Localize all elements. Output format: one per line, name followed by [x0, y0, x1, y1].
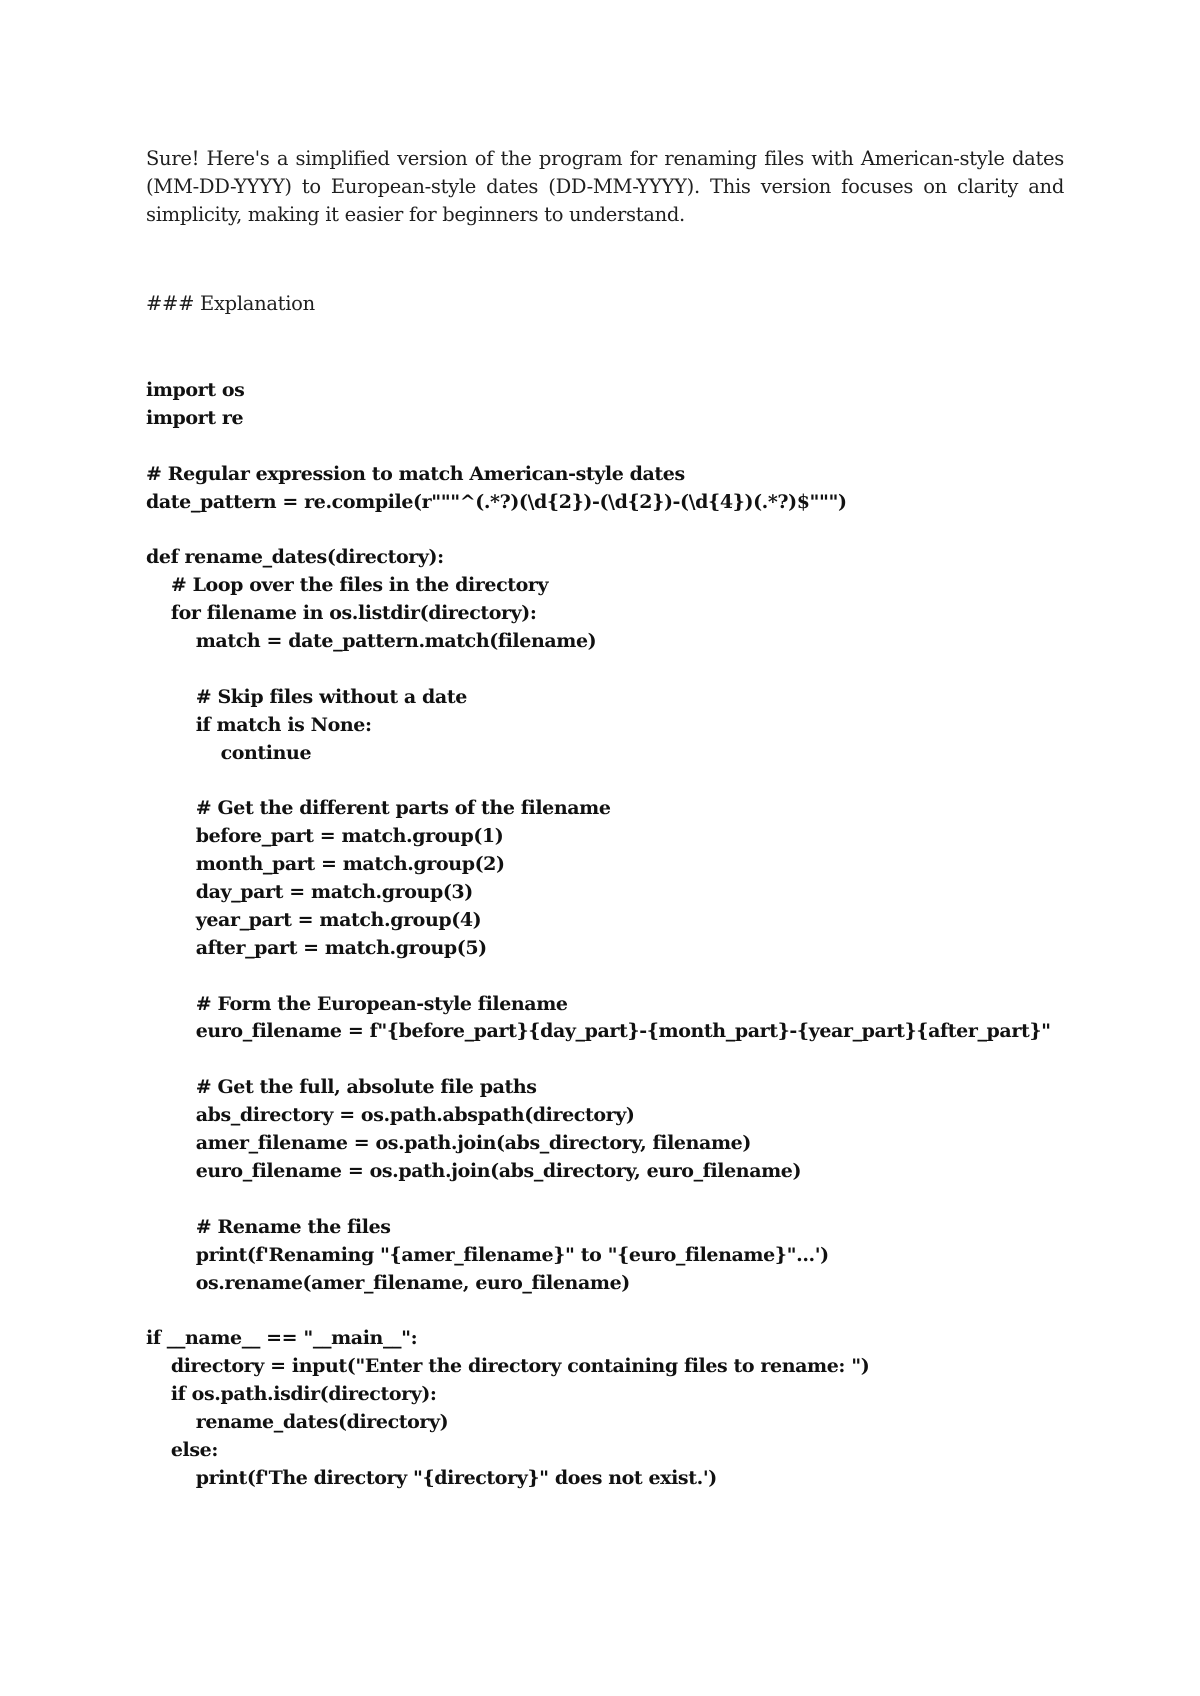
code-line: # Get the full, absolute file paths: [146, 1076, 537, 1099]
code-line: if __name__ == "__main__":: [146, 1327, 418, 1350]
code-line: print(f'The directory "{directory}" does not exist.'): [146, 1466, 717, 1489]
code-line: year_part = match.group(4): [146, 908, 482, 931]
code-line: [146, 516, 1146, 544]
code-line: match = date_pattern.match(filename): [146, 630, 597, 653]
code-line: directory = input("Enter the directory containing files to rename: "): [146, 1355, 870, 1378]
code-line: before_part = match.group(1): [146, 825, 504, 848]
code-line: import os: [146, 379, 245, 401]
code-line: # Form the European-style filename: [146, 992, 568, 1015]
code-line: # Skip files without a date: [146, 685, 467, 708]
code-line: # Regular expression to match American-style dates: [146, 462, 685, 485]
code-line: for filename in os.listdir(directory):: [146, 602, 537, 625]
code-line: [146, 433, 1146, 461]
code-line: [146, 656, 1146, 684]
code-line: euro_filename = os.path.join(abs_directory, euro_filename): [146, 1159, 802, 1182]
code-line: [146, 1046, 1146, 1074]
code-line: [146, 767, 1146, 795]
code-line: def rename_dates(directory):: [146, 546, 444, 569]
code-line: [146, 963, 1146, 991]
code-line: os.rename(amer_filename, euro_filename): [146, 1271, 630, 1294]
code-line: else:: [146, 1438, 218, 1461]
code-line: if os.path.isdir(directory):: [146, 1383, 437, 1406]
code-line: month_part = match.group(2): [146, 853, 505, 876]
code-line: day_part = match.group(3): [146, 881, 473, 904]
code-line: [146, 1186, 1146, 1214]
code-line: print(f'Renaming "{amer_filename}" to "{euro_filename}"...'): [146, 1243, 829, 1266]
code-line: abs_directory = os.path.abspath(directory): [146, 1104, 635, 1127]
explanation-heading: ### Explanation: [146, 292, 315, 315]
code-line: # Rename the files: [146, 1215, 391, 1238]
code-line: [146, 1297, 1146, 1325]
code-line: rename_dates(directory): [146, 1410, 449, 1433]
code-line: if match is None:: [146, 713, 372, 736]
code-line: after_part = match.group(5): [146, 936, 487, 959]
code-line: import re: [146, 406, 244, 429]
code-line: euro_filename = f"{before_part}{day_part}-{month_part}-{year_part}{after_part}": [146, 1020, 1051, 1043]
code-line: date_pattern = re.compile(r"""^(.*?)(\d{2})-(\d{2})-(\d{4})(.*?)$"""): [146, 490, 847, 513]
code-block: [146, 377, 1146, 1493]
code-line: # Loop over the files in the directory: [146, 574, 549, 597]
intro-paragraph: Sure! Here's a simplified version of the program for renaming files with American-style dates (MM-DD-YYYY) to European-style dates (DD-MM-YYYY). This version focuses on clarity and simplicity, making it easier for beginners to understand.: [146, 147, 1064, 226]
code-line: # Get the different parts of the filename: [146, 797, 611, 820]
code-line: continue: [146, 741, 312, 764]
code-line: amer_filename = os.path.join(abs_directory, filename): [146, 1132, 751, 1155]
